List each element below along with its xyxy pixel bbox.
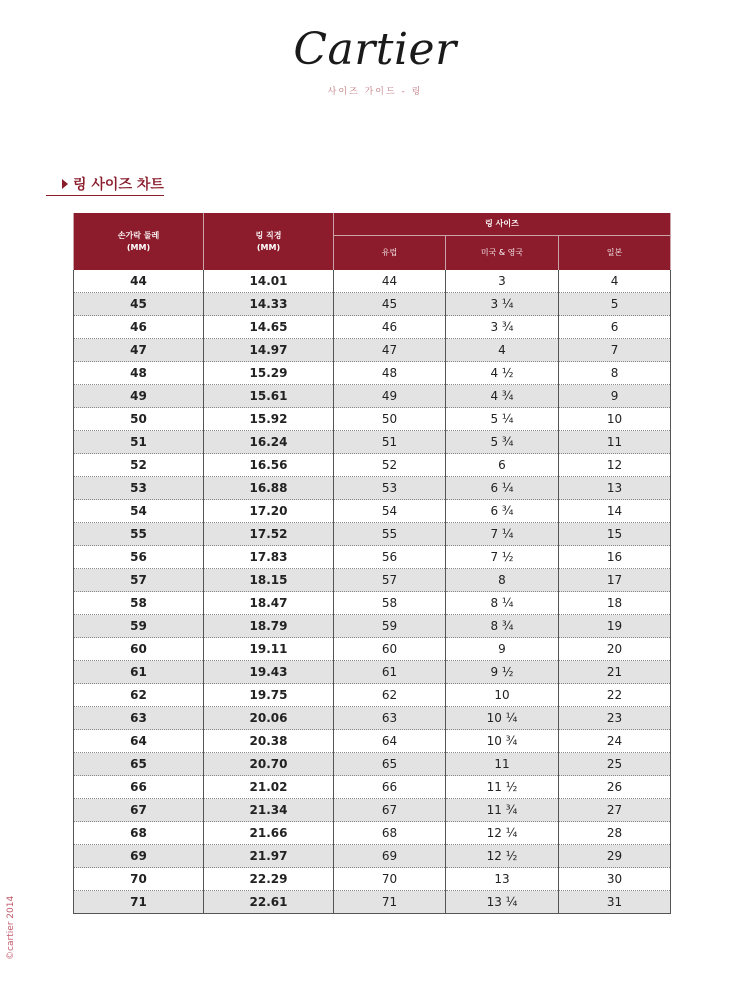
- us-uk-cell: 6: [446, 454, 559, 477]
- circumference-cell: 47: [74, 339, 204, 362]
- diameter-cell: 21.66: [204, 822, 334, 845]
- table-row: [74, 569, 671, 592]
- diameter-cell: 19.75: [204, 684, 334, 707]
- circumference-cell: 54: [74, 500, 204, 523]
- circumference-cell: 55: [74, 523, 204, 546]
- japan-cell: 18: [559, 592, 671, 615]
- circumference-cell: 67: [74, 799, 204, 822]
- diameter-cell: 14.33: [204, 293, 334, 316]
- header-us-uk: 미국 & 영국: [446, 236, 559, 271]
- diameter-cell: 17.83: [204, 546, 334, 569]
- circumference-cell: 44: [74, 270, 204, 293]
- diameter-cell: 14.97: [204, 339, 334, 362]
- europe-cell: 60: [334, 638, 446, 661]
- table-row: [74, 316, 671, 339]
- table-row: [74, 753, 671, 776]
- diameter-cell: 20.06: [204, 707, 334, 730]
- japan-cell: 27: [559, 799, 671, 822]
- table-row: [74, 615, 671, 638]
- header-ring-size: 링 사이즈: [334, 213, 671, 236]
- diameter-cell: 17.52: [204, 523, 334, 546]
- us-uk-cell: 8: [446, 569, 559, 592]
- diameter-cell: 14.01: [204, 270, 334, 293]
- japan-cell: 29: [559, 845, 671, 868]
- us-uk-cell: 11 ¾: [446, 799, 559, 822]
- us-uk-cell: 8 ¾: [446, 615, 559, 638]
- circumference-cell: 60: [74, 638, 204, 661]
- us-uk-cell: 11 ½: [446, 776, 559, 799]
- us-uk-cell: 13 ¼: [446, 891, 559, 914]
- diameter-cell: 16.56: [204, 454, 334, 477]
- header-circumference: 손가락 둘레 (MM): [74, 213, 204, 270]
- circumference-cell: 53: [74, 477, 204, 500]
- table-row: [74, 868, 671, 891]
- circumference-cell: 63: [74, 707, 204, 730]
- japan-cell: 12: [559, 454, 671, 477]
- europe-cell: 58: [334, 592, 446, 615]
- japan-cell: 20: [559, 638, 671, 661]
- table-row: [74, 730, 671, 753]
- europe-cell: 68: [334, 822, 446, 845]
- circumference-cell: 64: [74, 730, 204, 753]
- ring-size-table: [73, 213, 671, 914]
- japan-cell: 6: [559, 316, 671, 339]
- diameter-cell: 15.29: [204, 362, 334, 385]
- diameter-cell: 18.15: [204, 569, 334, 592]
- header-diameter: 링 직경 (MM): [204, 213, 334, 270]
- europe-cell: 47: [334, 339, 446, 362]
- table-row: [74, 707, 671, 730]
- europe-cell: 49: [334, 385, 446, 408]
- table-row: [74, 684, 671, 707]
- japan-cell: 8: [559, 362, 671, 385]
- table-row: [74, 362, 671, 385]
- us-uk-cell: 7 ¼: [446, 523, 559, 546]
- table-row: [74, 891, 671, 914]
- us-uk-cell: 12 ½: [446, 845, 559, 868]
- table-row: [74, 638, 671, 661]
- japan-cell: 30: [559, 868, 671, 891]
- header-japan: 일본: [559, 236, 671, 271]
- japan-cell: 19: [559, 615, 671, 638]
- circumference-cell: 66: [74, 776, 204, 799]
- diameter-cell: 22.29: [204, 868, 334, 891]
- circumference-cell: 65: [74, 753, 204, 776]
- circumference-cell: 68: [74, 822, 204, 845]
- circumference-cell: 48: [74, 362, 204, 385]
- copyright-text: ©cartier 2014: [6, 895, 16, 960]
- japan-cell: 11: [559, 431, 671, 454]
- japan-cell: 16: [559, 546, 671, 569]
- europe-cell: 62: [334, 684, 446, 707]
- diameter-cell: 20.70: [204, 753, 334, 776]
- table-row: [74, 661, 671, 684]
- us-uk-cell: 11: [446, 753, 559, 776]
- table-row: [74, 845, 671, 868]
- diameter-cell: 21.34: [204, 799, 334, 822]
- circumference-cell: 50: [74, 408, 204, 431]
- us-uk-cell: 8 ¼: [446, 592, 559, 615]
- us-uk-cell: 5 ¾: [446, 431, 559, 454]
- us-uk-cell: 3 ¾: [446, 316, 559, 339]
- europe-cell: 53: [334, 477, 446, 500]
- table-row: [74, 822, 671, 845]
- europe-cell: 71: [334, 891, 446, 914]
- japan-cell: 15: [559, 523, 671, 546]
- table-row: [74, 385, 671, 408]
- us-uk-cell: 4 ½: [446, 362, 559, 385]
- diameter-cell: 18.79: [204, 615, 334, 638]
- circumference-cell: 61: [74, 661, 204, 684]
- table-row: [74, 523, 671, 546]
- diameter-cell: 16.24: [204, 431, 334, 454]
- diameter-cell: 20.38: [204, 730, 334, 753]
- europe-cell: 65: [334, 753, 446, 776]
- table-row: [74, 270, 671, 293]
- table-row: [74, 546, 671, 569]
- europe-cell: 50: [334, 408, 446, 431]
- japan-cell: 28: [559, 822, 671, 845]
- circumference-cell: 56: [74, 546, 204, 569]
- japan-cell: 24: [559, 730, 671, 753]
- europe-cell: 44: [334, 270, 446, 293]
- europe-cell: 46: [334, 316, 446, 339]
- europe-cell: 52: [334, 454, 446, 477]
- europe-cell: 51: [334, 431, 446, 454]
- japan-cell: 25: [559, 753, 671, 776]
- table-row: [74, 454, 671, 477]
- us-uk-cell: 9: [446, 638, 559, 661]
- circumference-cell: 52: [74, 454, 204, 477]
- diameter-cell: 17.20: [204, 500, 334, 523]
- us-uk-cell: 10: [446, 684, 559, 707]
- japan-cell: 21: [559, 661, 671, 684]
- europe-cell: 64: [334, 730, 446, 753]
- us-uk-cell: 3 ¼: [446, 293, 559, 316]
- diameter-cell: 15.92: [204, 408, 334, 431]
- europe-cell: 55: [334, 523, 446, 546]
- us-uk-cell: 4: [446, 339, 559, 362]
- japan-cell: 31: [559, 891, 671, 914]
- circumference-cell: 70: [74, 868, 204, 891]
- diameter-cell: 22.61: [204, 891, 334, 914]
- section-divider: [46, 195, 164, 196]
- japan-cell: 7: [559, 339, 671, 362]
- circumference-cell: 69: [74, 845, 204, 868]
- europe-cell: 67: [334, 799, 446, 822]
- circumference-cell: 45: [74, 293, 204, 316]
- table-row: [74, 339, 671, 362]
- table-row: [74, 592, 671, 615]
- diameter-cell: 21.97: [204, 845, 334, 868]
- us-uk-cell: 10 ¾: [446, 730, 559, 753]
- europe-cell: 54: [334, 500, 446, 523]
- us-uk-cell: 4 ¾: [446, 385, 559, 408]
- japan-cell: 10: [559, 408, 671, 431]
- us-uk-cell: 7 ½: [446, 546, 559, 569]
- us-uk-cell: 12 ¼: [446, 822, 559, 845]
- us-uk-cell: 13: [446, 868, 559, 891]
- japan-cell: 23: [559, 707, 671, 730]
- diameter-cell: 19.43: [204, 661, 334, 684]
- table-row: [74, 799, 671, 822]
- section-title-text: 링 사이즈 차트: [73, 177, 164, 193]
- diameter-cell: 21.02: [204, 776, 334, 799]
- table-row: [74, 431, 671, 454]
- section-title: [62, 174, 164, 194]
- europe-cell: 69: [334, 845, 446, 868]
- circumference-cell: 62: [74, 684, 204, 707]
- japan-cell: 26: [559, 776, 671, 799]
- japan-cell: 13: [559, 477, 671, 500]
- europe-cell: 48: [334, 362, 446, 385]
- japan-cell: 14: [559, 500, 671, 523]
- us-uk-cell: 3: [446, 270, 559, 293]
- page-subtitle: 사이즈 가이드 - 링: [327, 87, 423, 97]
- europe-cell: 45: [334, 293, 446, 316]
- header-europe: 유럽: [334, 236, 446, 271]
- circumference-cell: 46: [74, 316, 204, 339]
- circumference-cell: 71: [74, 891, 204, 914]
- us-uk-cell: 6 ¼: [446, 477, 559, 500]
- circumference-cell: 57: [74, 569, 204, 592]
- table-row: [74, 500, 671, 523]
- diameter-cell: 19.11: [204, 638, 334, 661]
- table-row: [74, 408, 671, 431]
- europe-cell: 66: [334, 776, 446, 799]
- europe-cell: 56: [334, 546, 446, 569]
- us-uk-cell: 6 ¾: [446, 500, 559, 523]
- us-uk-cell: 5 ¼: [446, 408, 559, 431]
- diameter-cell: 14.65: [204, 316, 334, 339]
- europe-cell: 61: [334, 661, 446, 684]
- us-uk-cell: 9 ½: [446, 661, 559, 684]
- circumference-cell: 51: [74, 431, 204, 454]
- europe-cell: 63: [334, 707, 446, 730]
- us-uk-cell: 10 ¼: [446, 707, 559, 730]
- japan-cell: 5: [559, 293, 671, 316]
- europe-cell: 70: [334, 868, 446, 891]
- circumference-cell: 58: [74, 592, 204, 615]
- japan-cell: 22: [559, 684, 671, 707]
- japan-cell: 4: [559, 270, 671, 293]
- cartier-logo: Cartier: [293, 24, 457, 75]
- europe-cell: 57: [334, 569, 446, 592]
- circumference-cell: 49: [74, 385, 204, 408]
- diameter-cell: 18.47: [204, 592, 334, 615]
- table-row: [74, 477, 671, 500]
- table-row: [74, 776, 671, 799]
- circumference-cell: 59: [74, 615, 204, 638]
- diameter-cell: 15.61: [204, 385, 334, 408]
- diameter-cell: 16.88: [204, 477, 334, 500]
- japan-cell: 17: [559, 569, 671, 592]
- europe-cell: 59: [334, 615, 446, 638]
- triangle-right-icon: [62, 179, 68, 189]
- japan-cell: 9: [559, 385, 671, 408]
- table-row: [74, 293, 671, 316]
